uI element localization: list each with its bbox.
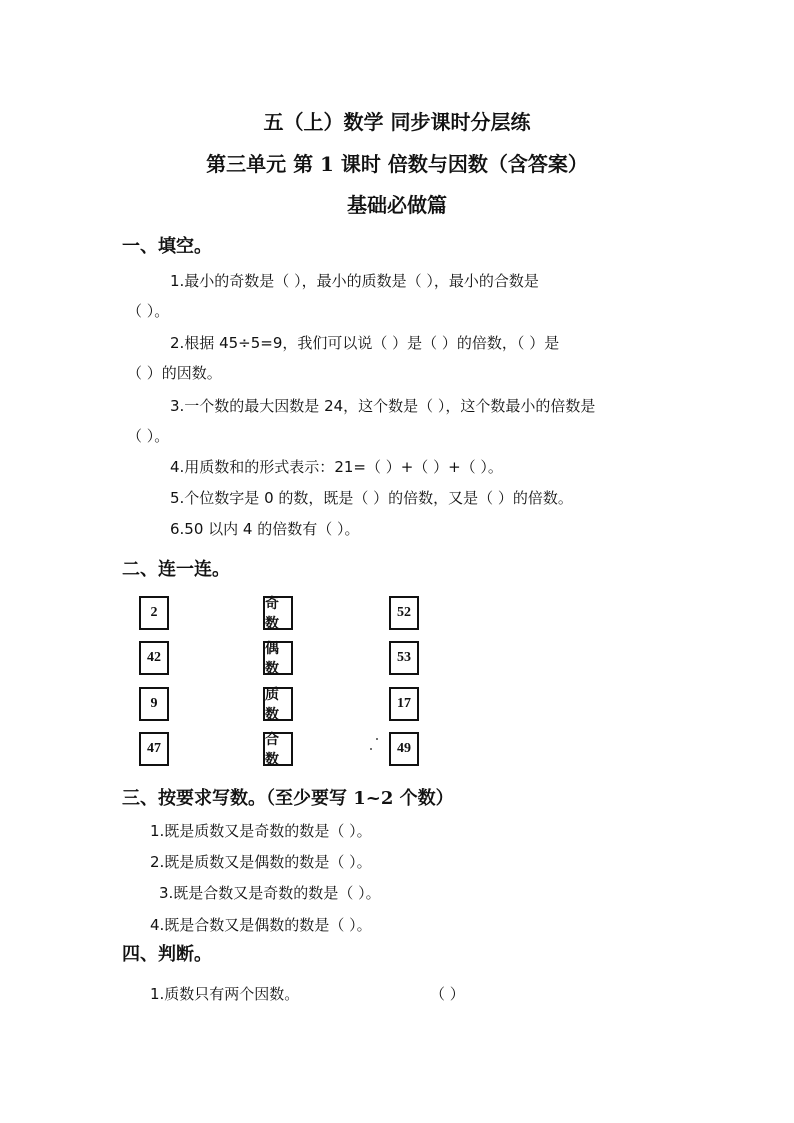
match-middle-box[interactable]: 奇数 (263, 596, 293, 630)
fill-question-1-line1: 1.最小的奇数是（ ），最小的质数是（ ），最小的合数是 (170, 272, 539, 290)
part2-heading: 二、连一连。 (122, 559, 230, 580)
write-question-2: 2.既是质数又是偶数的数是（ ）。 (150, 853, 372, 871)
match-middle-box[interactable]: 偶数 (263, 641, 293, 675)
match-right-box[interactable]: 52 (389, 596, 419, 630)
write-question-4: 4.既是合数又是偶数的数是（ ）。 (150, 916, 372, 934)
match-left-box[interactable]: 2 (139, 596, 169, 630)
match-middle-box[interactable]: 合数 (263, 732, 293, 766)
fill-question-4: 4.用质数和的形式表示：21=（ ）+（ ）+（ ）。 (170, 458, 503, 476)
match-right-box[interactable]: 49 (389, 732, 419, 766)
match-left-box[interactable]: 42 (139, 641, 169, 675)
fill-question-1-line2: （ ）。 (127, 302, 170, 320)
scan-speck (370, 748, 372, 750)
part3-heading: 三、按要求写数。（至少要写 1~2 个数） (122, 788, 454, 809)
page-subtitle: 第三单元 第 1 课时 倍数与因数（含答案） (206, 152, 588, 176)
fill-question-3-line1: 3.一个数的最大因数是 24，这个数是（ ），这个数最小的倍数是 (170, 397, 596, 415)
fill-question-2-line2: （ ）的因数。 (127, 364, 222, 382)
judge-question-1: 1.质数只有两个因数。 (150, 985, 300, 1003)
match-right-box[interactable]: 17 (389, 687, 419, 721)
match-left-box[interactable]: 47 (139, 732, 169, 766)
section-heading: 基础必做篇 (347, 193, 447, 217)
part1-heading: 一、填空。 (122, 236, 212, 257)
fill-question-3-line2: （ ）。 (127, 427, 170, 445)
write-question-3: 3.既是合数又是奇数的数是（ ）。 (159, 884, 381, 902)
page-title: 五（上）数学 同步课时分层练 (263, 110, 531, 134)
fill-question-5: 5.个位数字是 0 的数，既是（ ）的倍数，又是（ ）的倍数。 (170, 489, 573, 507)
fill-question-6: 6.50 以内 4 的倍数有（ ）。 (170, 520, 360, 538)
judge-answer-paren[interactable]: （ ） (430, 985, 465, 1003)
write-question-1: 1.既是质数又是奇数的数是（ ）。 (150, 822, 372, 840)
scan-speck (376, 738, 378, 740)
match-right-box[interactable]: 53 (389, 641, 419, 675)
fill-question-2-line1: 2.根据 45÷5=9，我们可以说（ ）是（ ）的倍数，（ ）是 (170, 334, 560, 352)
part4-heading: 四、判断。 (122, 944, 212, 965)
match-middle-box[interactable]: 质数 (263, 687, 293, 721)
match-left-box[interactable]: 9 (139, 687, 169, 721)
